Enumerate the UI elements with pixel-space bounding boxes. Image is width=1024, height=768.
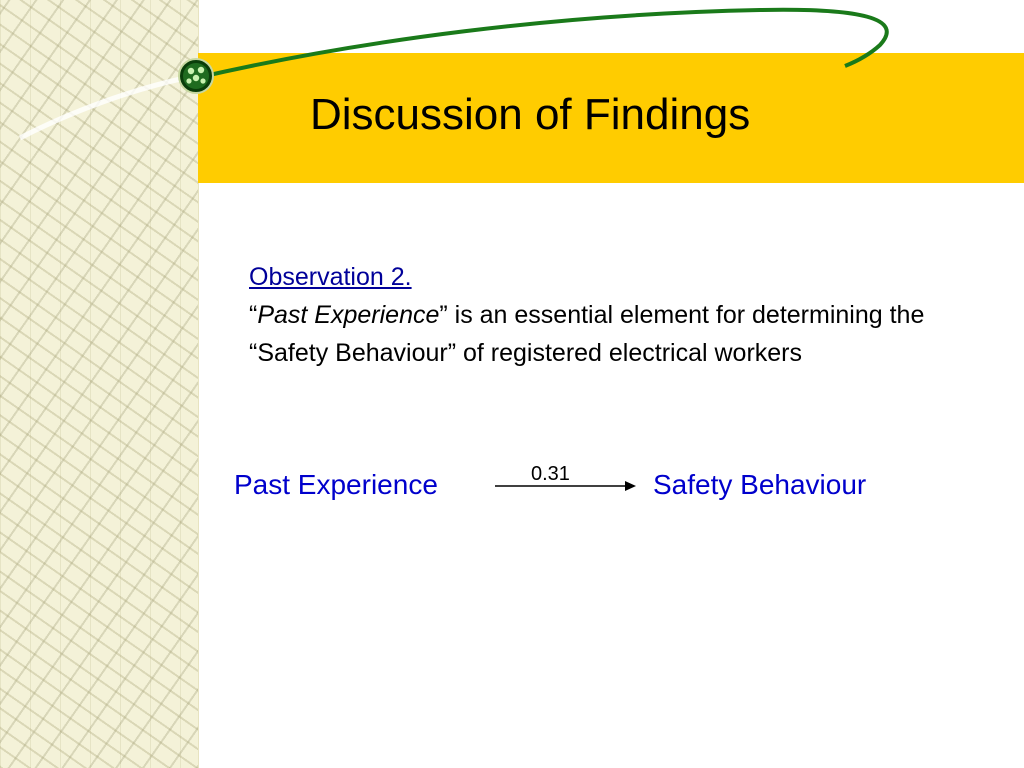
swoosh-trail xyxy=(20,78,185,138)
open-quote: “ xyxy=(249,301,258,329)
path-coefficient: 0.31 xyxy=(531,463,570,485)
emphasis-text: Past Experience xyxy=(257,301,440,329)
slide-title: Discussion of Findings xyxy=(310,90,751,139)
observation-block xyxy=(249,258,949,372)
diagram-node-target: Safety Behaviour xyxy=(653,469,867,500)
relationship-diagram xyxy=(0,460,1024,520)
swoosh-curve xyxy=(196,10,887,78)
diagram-node-source: Past Experience xyxy=(234,469,438,500)
observation-heading-link[interactable]: Observation 2. xyxy=(249,263,412,291)
observation-rest: ” is an essential element for determining the “Safety Behaviour” of registered electrical workers xyxy=(249,301,925,367)
observation-text xyxy=(249,296,949,372)
green-orb-icon xyxy=(179,59,213,93)
